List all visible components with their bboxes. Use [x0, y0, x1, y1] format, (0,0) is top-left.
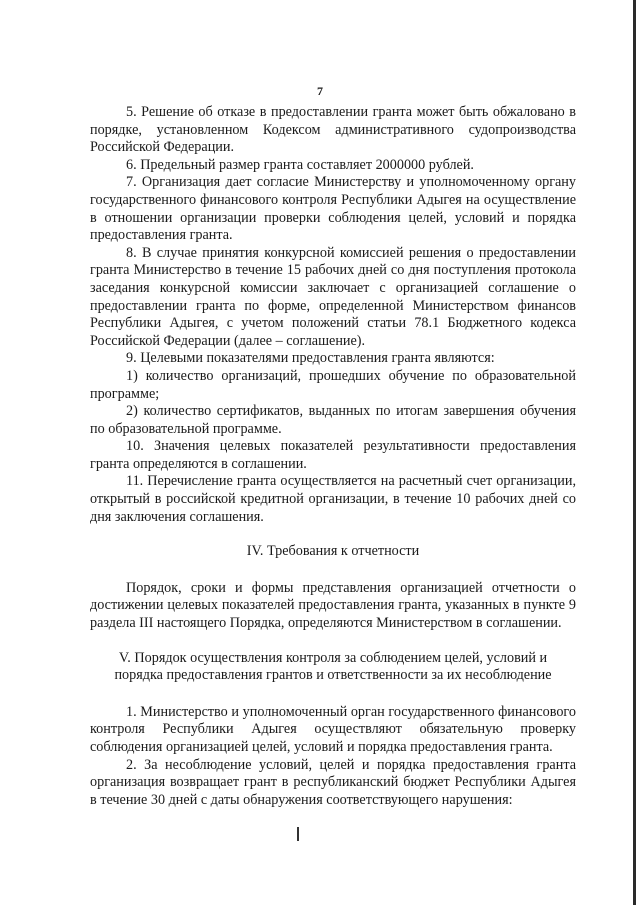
section-4-heading: IV. Требования к отчетности: [246, 543, 420, 560]
paragraph-10: 10. Значения целевых показателей результативности предоставления гранта определяются в соглашении.: [90, 438, 576, 472]
paragraph-5: 5. Решение об отказе в предоставлении гранта может быть обжаловано в порядке, установленном Кодексом административного судопроизводства Российской Федерации.: [90, 104, 576, 156]
section-5-heading-line-2: порядка предоставления грантов и ответственности за их несоблюдение: [114, 667, 552, 684]
section-5-paragraph-2: 2. За несоблюдение условий, целей и порядка предоставления гранта организация возвращает грант в республиканский бюджет Республики Адыгея в течение 30 дней с даты обнаружения соответствующего нарушения:: [90, 756, 576, 808]
spacer: [90, 685, 576, 704]
page-number: 7: [317, 84, 323, 98]
spacer: [90, 633, 576, 650]
spacer: [90, 561, 576, 580]
section-5-heading-line-1: V. Порядок осуществления контроля за соблюдением целей, условий и: [118, 649, 548, 666]
section-5-paragraph-1: 1. Министерство и уполномоченный орган государственного финансового контроля Республики Адыгея осуществляют обязательную проверку соблюдения организацией целей, условий и порядка предоставления гранта.: [90, 703, 576, 755]
paragraph-6: 6. Предельный размер гранта составляет 2000000 рублей.: [126, 156, 474, 173]
paragraph-7: 7. Организация дает согласие Министерству и уполномоченному органу государственного финансового контроля Республики Адыгея на осуществление в отношении организации проверки соблюдения целей, условий и порядка предоставления гранта.: [90, 174, 576, 244]
section-4-paragraph: Порядок, сроки и формы представления организацией отчетности о достижении целевых показателей предоставления гранта, указанных в пункте 9 раздела III настоящего Порядка, определяются Министерством в соглашении.: [90, 579, 576, 632]
document-body: [90, 104, 576, 809]
paragraph-9-item-2: 2) количество сертификатов, выданных по итогам завершения обучения по образовательной программе.: [90, 403, 576, 437]
paragraph-11: 11. Перечисление гранта осуществляется на расчетный счет организации, открытый в российской кредитной организации, в течение 10 рабочих дней со дня заключения соглашения.: [90, 473, 576, 525]
paragraph-8: 8. В случае принятия конкурсной комиссией решения о предоставлении гранта Министерство в течение 15 рабочих дней со дня поступления протокола заседания конкурсной комиссии заключает с организацией соглашение о предоставлении гранта по форме, определенной Министерством финансов Республики Адыгея, с учетом положений статьи 78.1 Бюджетного кодекса Российской Федерации (далее – соглашение).: [90, 244, 576, 349]
scan-edge-shadow: [633, 0, 636, 905]
spacer: [90, 526, 576, 543]
paragraph-9: 9. Целевыми показателями предоставления гранта являются:: [126, 350, 495, 367]
scan-mark: [297, 827, 299, 841]
paragraph-9-item-1: 1) количество организаций, прошедших обучение по образовательной программе;: [90, 367, 576, 402]
